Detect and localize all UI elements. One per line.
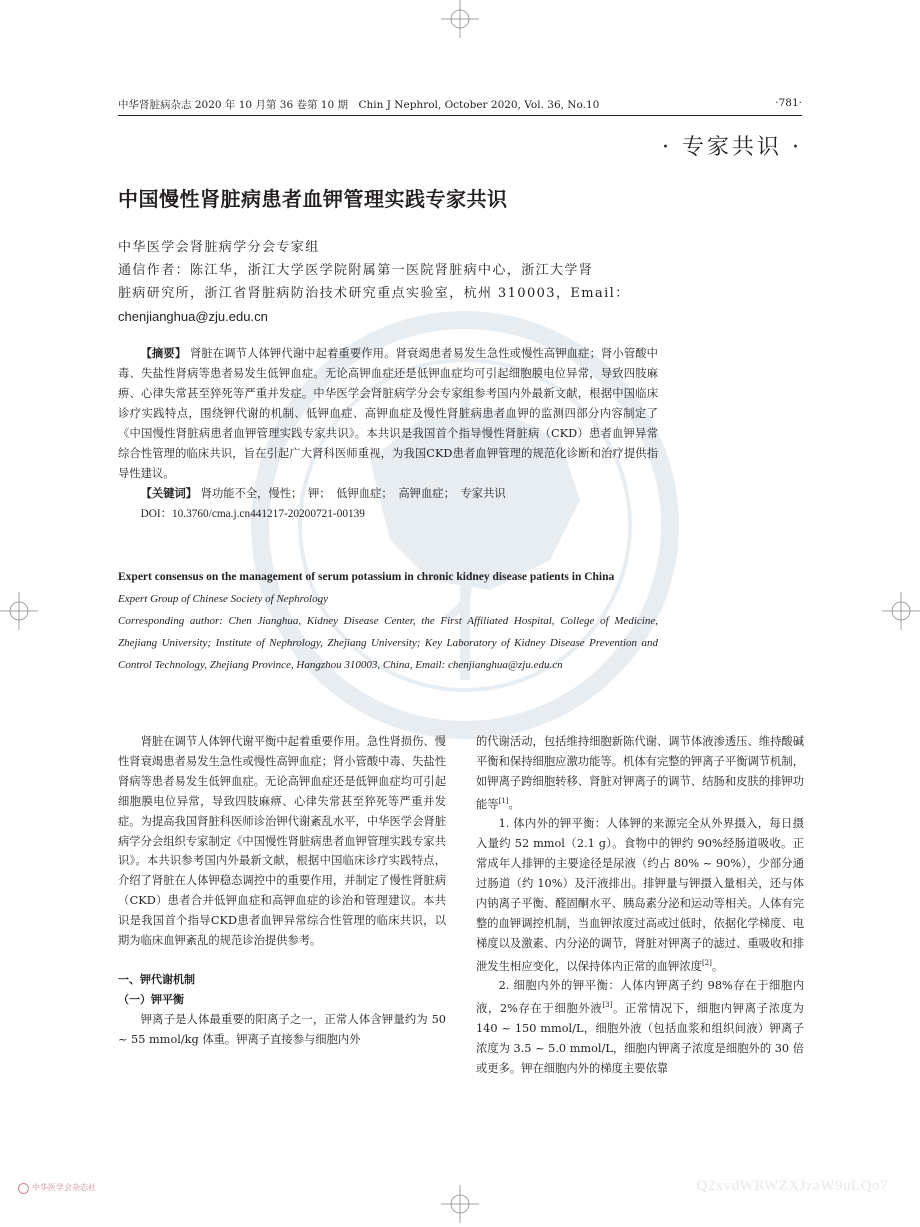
abstract-paragraph	[118, 344, 658, 484]
doi: DOI：10.3760/cma.j.cn441217-20200721-00139	[140, 508, 365, 520]
keywords-label: 【关键词】	[140, 487, 198, 500]
english-block	[118, 566, 658, 676]
body-column-left	[118, 732, 446, 1050]
body-column-right	[476, 732, 804, 1079]
article-title: 中国慢性肾脏病患者血钾管理实践专家共识	[118, 187, 508, 211]
body-paragraph-4: 2. 细胞内外的钾平衡：人体内钾离子约 98%存在于细胞内液，2%存在于细胞外液[3]。正常情况下，细胞内钾离子浓度为 140 ~ 150 mmol/L，细胞外液（包括血浆和组织间液）钾离子浓度为 3.5 ~ 5.0 mmol/L，细胞内钾离子浓度是细胞外的 30 倍或更多。钾在细胞内外的梯度主要依靠	[476, 979, 804, 1075]
abstract	[118, 344, 658, 524]
keywords-text: 肾功能不全，慢性； 钾； 低钾血症； 高钾血症； 专家共识	[197, 487, 506, 500]
registration-mark-bottom	[441, 1185, 479, 1223]
english-group: Expert Group of Chinese Society of Nephrology	[118, 593, 328, 605]
correspondence-line-1: 通信作者：陈江华，浙江大学医学院附属第一医院肾脏病中心，浙江大学肾	[118, 263, 594, 278]
abstract-label: 【摘要】	[140, 347, 187, 360]
body-paragraph-1: 钾离子是人体最重要的阳离子之一，正常人体含钾量约为 50 ~ 55 mmol/kg 体重。钾离子直接参与细胞内外	[118, 1012, 446, 1046]
citation-ref: [2]	[701, 958, 712, 967]
running-header	[118, 97, 802, 116]
section-tag: · 专家共识 ·	[662, 135, 802, 160]
body-paragraph-3: 1. 体内外的钾平衡：人体钾的来源完全从外界摄入，每日摄入量约 52 mmol（2.1 g）。食物中的钾约 90%经肠道吸收。正常成年人排钾的主要途径是尿液（约占 80% ~ 90%），少部分通过肠道（约 10%）及汗液排出。排钾量与钾摄入量相关，还与体内钠离子平衡、醛固酮水平、胰岛素分泌和运动等相关。人体有完整的血钾调控机制，当血钾浓度过高或过低时，依据化学梯度、电梯度以及激素、内分泌的调节，肾脏对钾离子的滤过、重吸收和排泄发生相应变化，以保持体内正常的血钾浓度[2]。	[476, 817, 804, 973]
registration-mark-left	[0, 592, 38, 630]
citation-ref: [3]	[602, 1001, 613, 1010]
footer-code: Q2xvdWRWZXJzaW9uLQo7	[696, 1178, 888, 1194]
abstract-text: 肾脏在调节人体钾代谢中起着重要作用。肾衰竭患者易发生急性或慢性高钾血症；肾小管酸中毒、失盐性肾病等患者易发生低钾血症。无论高钾血症还是低钾血症均可引起细胞膜电位异常，导致四肢麻痹、心律失常甚至猝死等严重并发症。中华医学会肾脏病学分会专家组参考国内外最新文献，根据中国临床诊疗实践特点，围绕钾代谢的机制、低钾血症、高钾血症及慢性肾脏病患者血钾的监测四部分内容制定了《中国慢性肾脏病患者血钾管理实践专家共识》。本共识是我国首个指导慢性肾脏病（CKD）患者血钾异常综合性管理的临床共识，旨在引起广大肾科医师重视，为我国CKD患者血钾管理的规范化诊断和治疗提供指导性建议。	[118, 347, 658, 480]
author-group: 中华医学会肾脏病学分会专家组	[118, 240, 320, 255]
registration-mark-right	[882, 592, 920, 630]
english-title: Expert consensus on the management of serum potassium in chronic kidney disease patients in China	[118, 571, 615, 583]
citation-ref: [1]	[498, 796, 509, 805]
correspondence-line-2: 脏病研究所，浙江省肾脏病防治技术研究重点实验室，杭州 310003，Email：	[118, 286, 630, 301]
publisher-logo: 中华医学会杂志社	[18, 1182, 96, 1194]
registration-mark-top	[441, 0, 479, 38]
intro-paragraph: 肾脏在调节人体钾代谢平衡中起着重要作用。急性肾损伤、慢性肾衰竭患者易发生急性或慢性高钾血症；肾小管酸中毒、失盐性肾病等患者易发生低钾血症。无论高钾血症还是低钾血症均可引起细胞膜电位异常，导致四肢麻痹、心律失常甚至猝死等严重并发症。为提高我国肾脏科医师诊治钾代谢紊乱水平，中华医学会肾脏病学分会组织专家制定《中国慢性肾脏病患者血钾管理实践专家共识》。本共识参考国内外最新文献，根据中国临床诊疗实践特点，介绍了肾脏在人体钾稳态调控中的重要作用，并制定了慢性肾脏病（CKD）患者合并低钾血症和高钾血症的诊治和管理建议。本共识是我国首个指导CKD患者血钾异常综合性管理的临床共识，以期为临床血钾紊乱的规范诊治提供参考。	[118, 735, 446, 948]
publisher-logo-icon	[18, 1183, 29, 1194]
journal-citation: 中华肾脏病杂志 2020 年 10 月第 36 卷第 10 期 Chin J Nephrol, October 2020, Vol. 36, No.10	[118, 99, 600, 111]
body-paragraph-2: 的代谢活动，包括维持细胞新陈代谢、调节体液渗透压、维持酸碱平衡和保持细胞应激功能等。机体有完整的钾离子平衡调节机制，如钾离子跨细胞转移、肾脏对钾离子的调节、结肠和皮肤的排钾功能等[1]。	[476, 735, 804, 811]
correspondence-email: chenjianghua@zju.edu.cn	[118, 309, 268, 324]
page-number: ·781·	[775, 97, 802, 109]
section-heading: 一、钾代谢机制	[118, 972, 195, 986]
keywords	[118, 484, 658, 504]
subsection-heading: （一）钾平衡	[118, 992, 184, 1006]
english-correspondence: Corresponding author: Chen Jianghua, Kidney Disease Center, the First Affiliated Hospital, College of Medicine, Zhejiang University; Institute of Nephrology, Zhejiang University; Key Laboratory of Kidney Disease Prevention and Control Technology, Zhejiang Province, Hangzhou 310003, China, Email: chenjianghua@zju.edu.cn	[118, 615, 658, 671]
author-block	[118, 236, 802, 328]
